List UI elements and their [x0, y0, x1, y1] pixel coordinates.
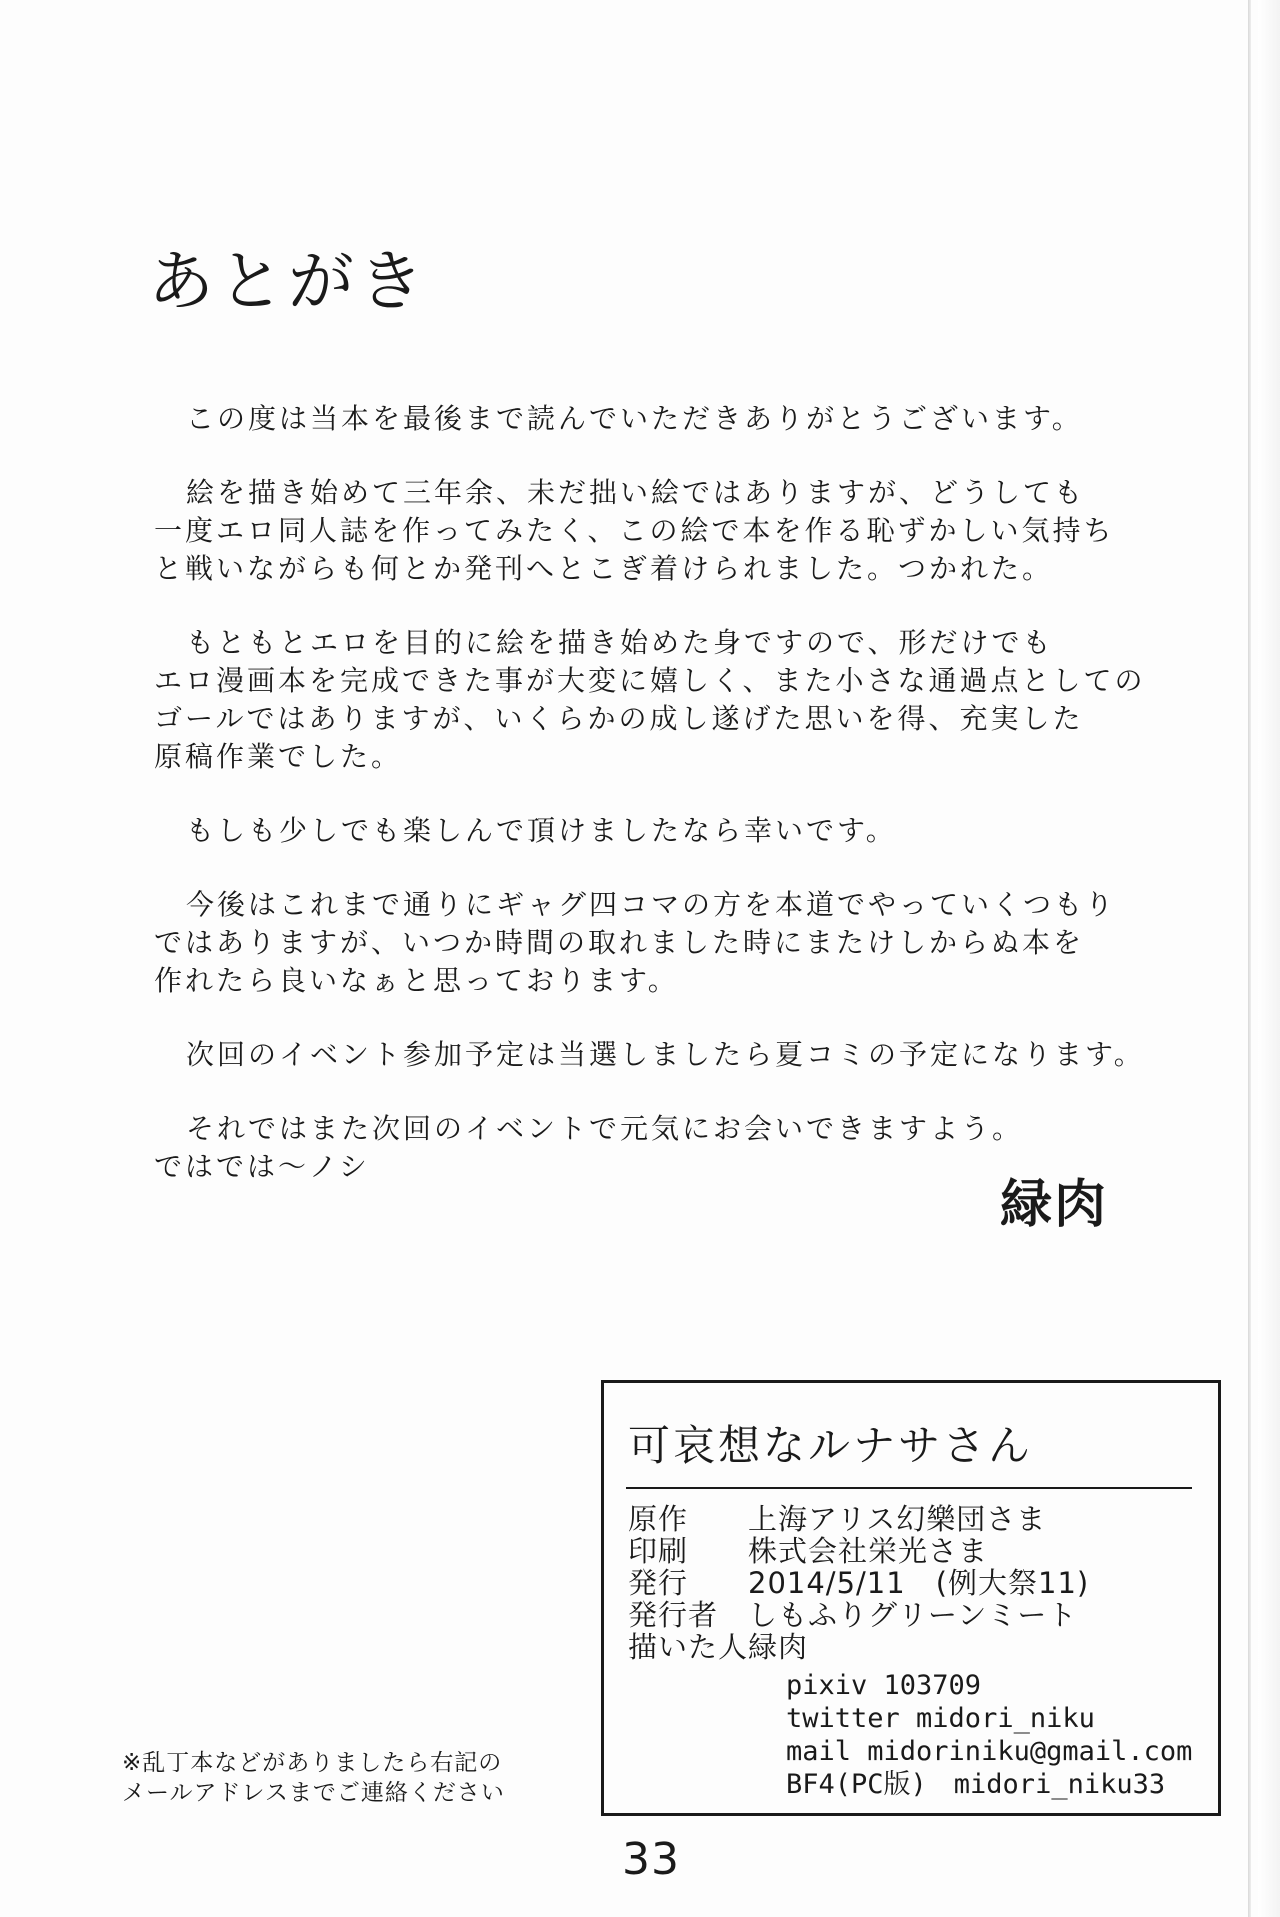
contact-bf4: BF4(PC版) midori_niku33: [786, 1769, 1166, 1800]
colophon-row-artist: [628, 1631, 1208, 1663]
colophon-label: 発行: [628, 1566, 689, 1600]
page-edge-shadow: [1258, 0, 1280, 1917]
misprint-note: ※乱丁本などがありましたら右記の メールアドレスまでご連絡ください: [122, 1750, 505, 1806]
colophon-row-printer: [628, 1535, 1208, 1567]
paragraph-6: 次回のイベント参加予定は当選しましたら夏コミの予定になります。: [186, 1038, 1145, 1071]
paragraph-3: もともとエロを目的に絵を描き始めた身ですので、形だけでも エロ漫画本を完成できた事が大変に嬉しく、また小さな通過点としての ゴールではありますが、いくらかの成し遂げた思いを得、充実した 原稿作業でした。: [154, 626, 1146, 773]
colophon-row-published: [628, 1567, 1208, 1599]
paragraph-7: それではまた次回のイベントで元気にお会いできますよう。 ではでは～ノシ: [154, 1112, 1024, 1183]
contact-mail: mail midoriniku@gmail.com: [786, 1736, 1193, 1767]
colophon-row-publisher: [628, 1599, 1208, 1631]
paragraph-4: もしも少しでも楽しんで頂けましたなら幸いです。: [186, 814, 897, 847]
colophon-value: 株式会社栄光さま: [748, 1534, 989, 1568]
page-title: あとがき: [148, 243, 428, 320]
colophon-details: [628, 1503, 1208, 1663]
contact-list: [786, 1669, 1192, 1801]
colophon-label: 描いた人: [628, 1630, 749, 1664]
colophon-value: しもふりグリーンミート: [748, 1598, 1078, 1632]
colophon-divider: [626, 1487, 1192, 1489]
paragraph-1: この度は当本を最後まで読んでいただきありがとうございます。: [186, 402, 1083, 435]
page-edge-line: [1248, 0, 1251, 1917]
colophon-box: [601, 1380, 1221, 1816]
page-number: 33: [622, 1834, 680, 1885]
contact-pixiv: pixiv 103709: [786, 1670, 982, 1701]
colophon-label: 原作: [628, 1502, 689, 1536]
colophon-value: 上海アリス幻樂団さま: [748, 1502, 1047, 1536]
colophon-row-original: [628, 1503, 1208, 1535]
paragraph-5: 今後はこれまで通りにギャグ四コマの方を本道でやっていくつもり ではありますが、いつか時間の取れました時にまたけしからぬ本を 作れたら良いなぁと思っております。: [154, 888, 1117, 997]
colophon-value: 緑肉: [748, 1630, 809, 1664]
colophon-label: 発行者: [628, 1598, 719, 1632]
paragraph-2: 絵を描き始めて三年余、未だ拙い絵ではありますが、どうしても 一度エロ同人誌を作ってみたく、この絵で本を作る恥ずかしい気持ち と戦いながらも何とか発刊へとこぎ着けられました。つかれた。: [154, 476, 1115, 585]
author-signature: 緑肉: [1000, 1175, 1109, 1235]
colophon-value: 2014/5/11 (例大祭11): [748, 1566, 1090, 1600]
afterword-body: [154, 400, 1154, 1222]
book-title: 可哀想なルナサさん: [628, 1421, 1034, 1470]
colophon-label: 印刷: [628, 1534, 689, 1568]
contact-twitter: twitter midori_niku: [786, 1703, 1095, 1734]
